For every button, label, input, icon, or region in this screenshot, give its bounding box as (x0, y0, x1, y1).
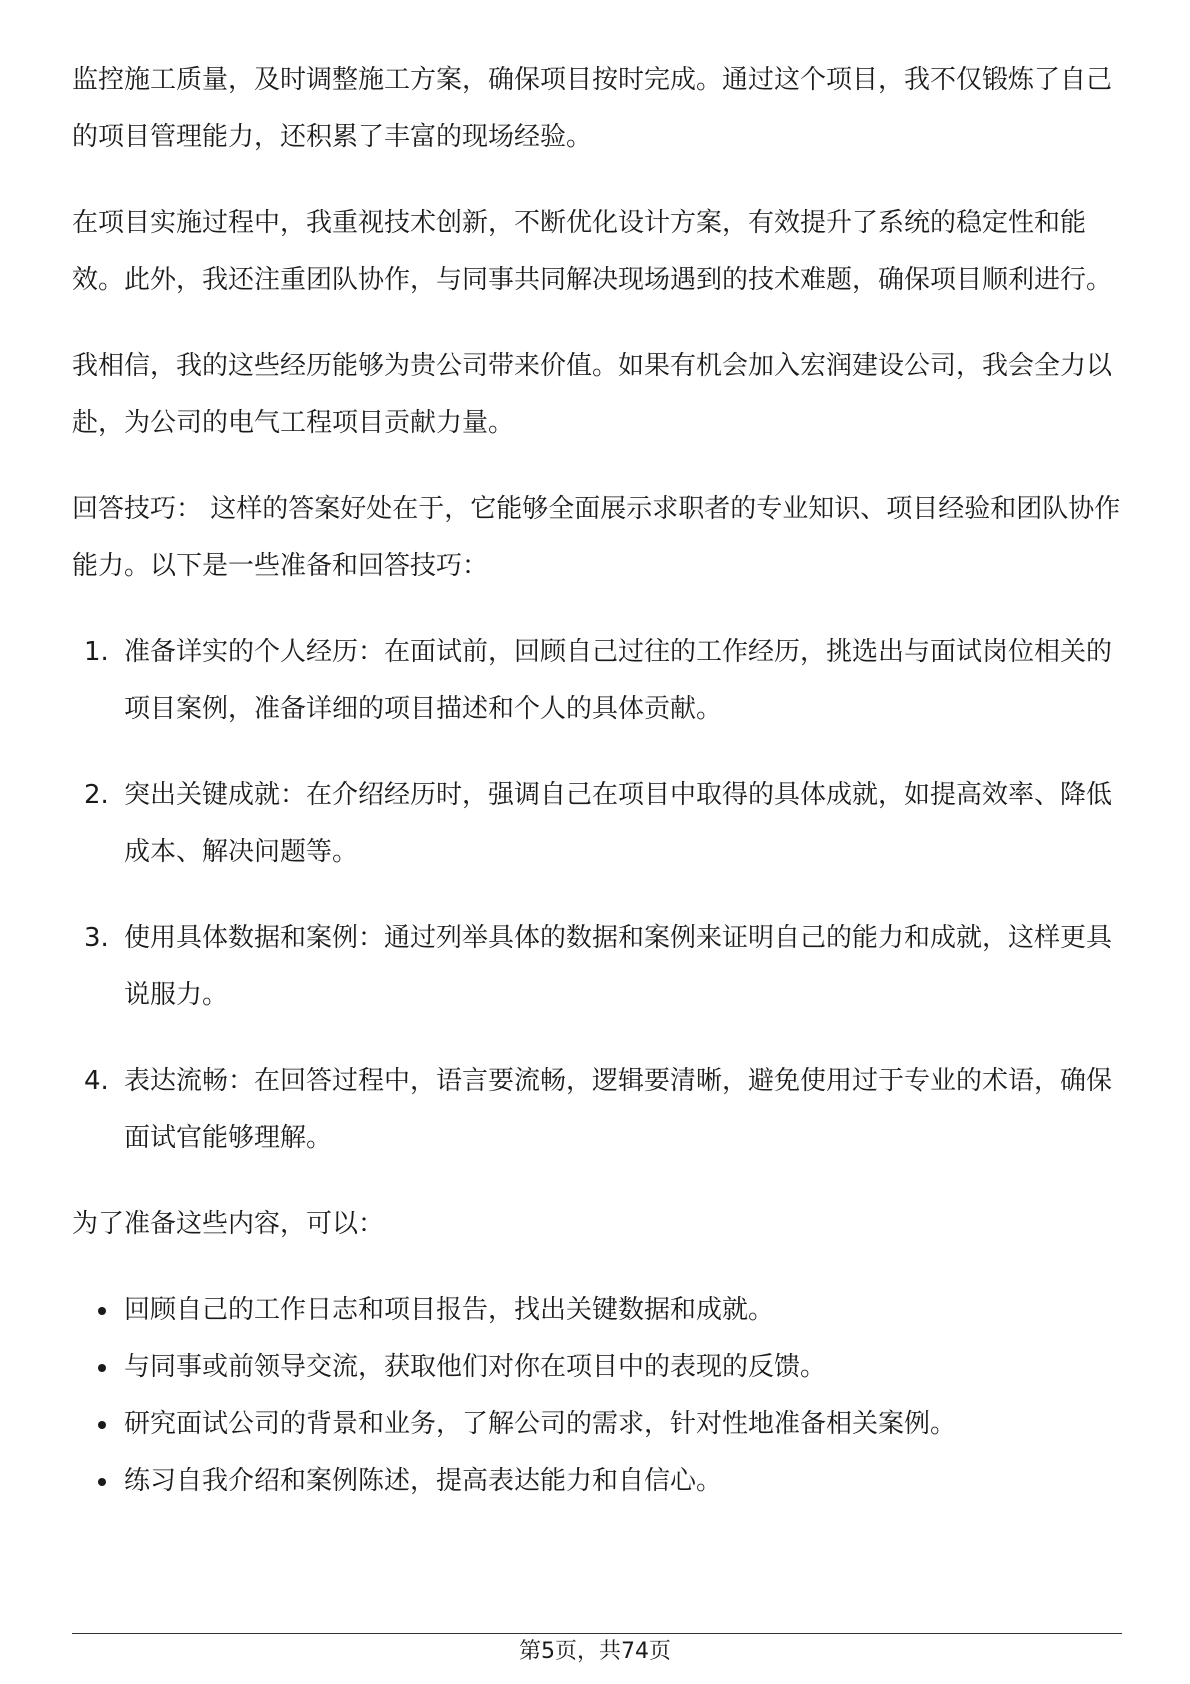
tips-list (72, 624, 1122, 1167)
paragraph-prep-intro: 为了准备这些内容，可以： (72, 1209, 385, 1239)
list-item-text: 使用具体数据和案例：通过列举具体的数据和案例来证明自己的能力和成就，这样更具说服力。 (124, 923, 1113, 1010)
paragraph-answer-tips: 回答技巧： 这样的答案好处在于，它能够全面展示求职者的专业知识、项目经验和团队协作能力。以下是一些准备和回答技巧： (72, 494, 1121, 581)
list-item (72, 624, 1122, 738)
list-item-text: 练习自我介绍和案例陈述，提高表达能力和自信心。 (124, 1466, 723, 1496)
page-number: 第5页，共74页 (519, 1639, 671, 1664)
bullet-icon (98, 1364, 106, 1372)
bullet-icon (98, 1478, 106, 1486)
list-item-text: 突出关键成就：在介绍经历时，强调自己在项目中取得的具体成就，如提高效率、降低成本、解决问题等。 (124, 780, 1113, 867)
paragraph-project-result: 监控施工质量，及时调整施工方案，确保项目按时完成。通过这个项目，我不仅锻炼了自己的项目管理能力，还积累了丰富的现场经验。 (72, 65, 1113, 152)
list-number: 3. (84, 923, 109, 953)
list-item-text: 准备详实的个人经历：在面试前，回顾自己过往的工作经历，挑选出与面试岗位相关的项目案例，准备详细的项目描述和个人的具体贡献。 (124, 637, 1113, 724)
list-number: 2. (84, 780, 109, 810)
page-content (72, 52, 1122, 1510)
footer-divider (72, 1633, 1122, 1634)
list-number: 4. (84, 1066, 109, 1096)
list-item (72, 1282, 1122, 1339)
prep-bullet-list (72, 1282, 1122, 1510)
list-item (72, 1453, 1122, 1510)
list-item (72, 1339, 1122, 1396)
list-item-text: 表达流畅：在回答过程中，语言要流畅，逻辑要清晰，避免使用过于专业的术语，确保面试官能够理解。 (124, 1066, 1113, 1153)
bullet-icon (98, 1307, 106, 1315)
list-item (72, 1396, 1122, 1453)
list-item-text: 研究面试公司的背景和业务，了解公司的需求，针对性地准备相关案例。 (124, 1409, 957, 1439)
list-item-text: 与同事或前领导交流，获取他们对你在项目中的表现的反馈。 (124, 1352, 827, 1382)
bullet-icon (98, 1421, 106, 1429)
list-item-text: 回顾自己的工作日志和项目报告，找出关键数据和成就。 (124, 1295, 775, 1325)
list-number: 1. (84, 637, 109, 667)
list-item (72, 1053, 1122, 1167)
paragraph-closing: 我相信，我的这些经历能够为贵公司带来价值。如果有机会加入宏润建设公司，我会全力以赴，为公司的电气工程项目贡献力量。 (72, 351, 1113, 438)
list-item (72, 767, 1122, 881)
paragraph-innovation: 在项目实施过程中，我重视技术创新，不断优化设计方案，有效提升了系统的稳定性和能效。此外，我还注重团队协作，与同事共同解决现场遇到的技术难题，确保项目顺利进行。 (72, 208, 1113, 295)
list-item (72, 910, 1122, 1024)
